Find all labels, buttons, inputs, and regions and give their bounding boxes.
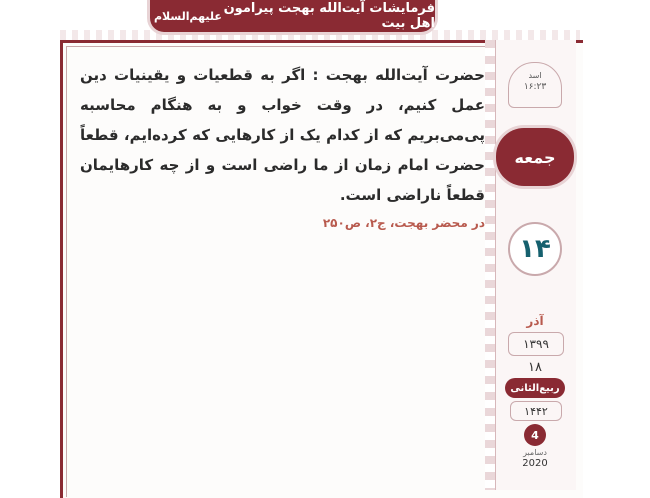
header-banner	[150, 0, 435, 32]
solar-month: آذر	[526, 314, 544, 328]
gregorian-day: 4	[524, 424, 546, 446]
sidebar-ornament	[485, 40, 495, 490]
weekday-tag	[496, 128, 574, 186]
quote-text: حضرت آیت‌الله بهجت : اگر به قطعیات و یقینیات دین عمل کنیم، در وقت خواب و به هنگام محاسبه پی‌می‌بریم که از کدام یک از کارهایی که کرده‌ایم، قطعاً حضرت امام زمان از ما راضی است و از چه کارهایمان قطعاً ناراضی است.	[80, 66, 485, 204]
day-number-text: ۱۴	[519, 234, 551, 264]
gregorian-year: 2020	[522, 458, 548, 469]
quote-block	[80, 60, 485, 230]
day-number	[508, 222, 562, 276]
top-time: ۱۶:۲۳	[523, 82, 547, 92]
lunar-month: ربیع‌الثانی	[505, 378, 565, 398]
quote-source: در محضر بهجت، ج۲، ص۲۵۰	[322, 216, 485, 230]
lunar-day: ۱۸	[528, 360, 542, 375]
lunar-year: ۱۴۴۲	[510, 401, 562, 421]
solar-year: ۱۳۹۹	[508, 332, 564, 356]
header-title: فرمایشات آیت‌الله بهجت پیرامون اهل بیت	[223, 1, 435, 31]
calendar-top-badge	[508, 62, 562, 108]
honorific-glyph: علیهم‌السلام	[154, 9, 222, 23]
gregorian-month: دسامبر	[523, 448, 547, 457]
top-label: اسد	[528, 71, 542, 80]
weekday-label: جمعه	[514, 147, 556, 167]
